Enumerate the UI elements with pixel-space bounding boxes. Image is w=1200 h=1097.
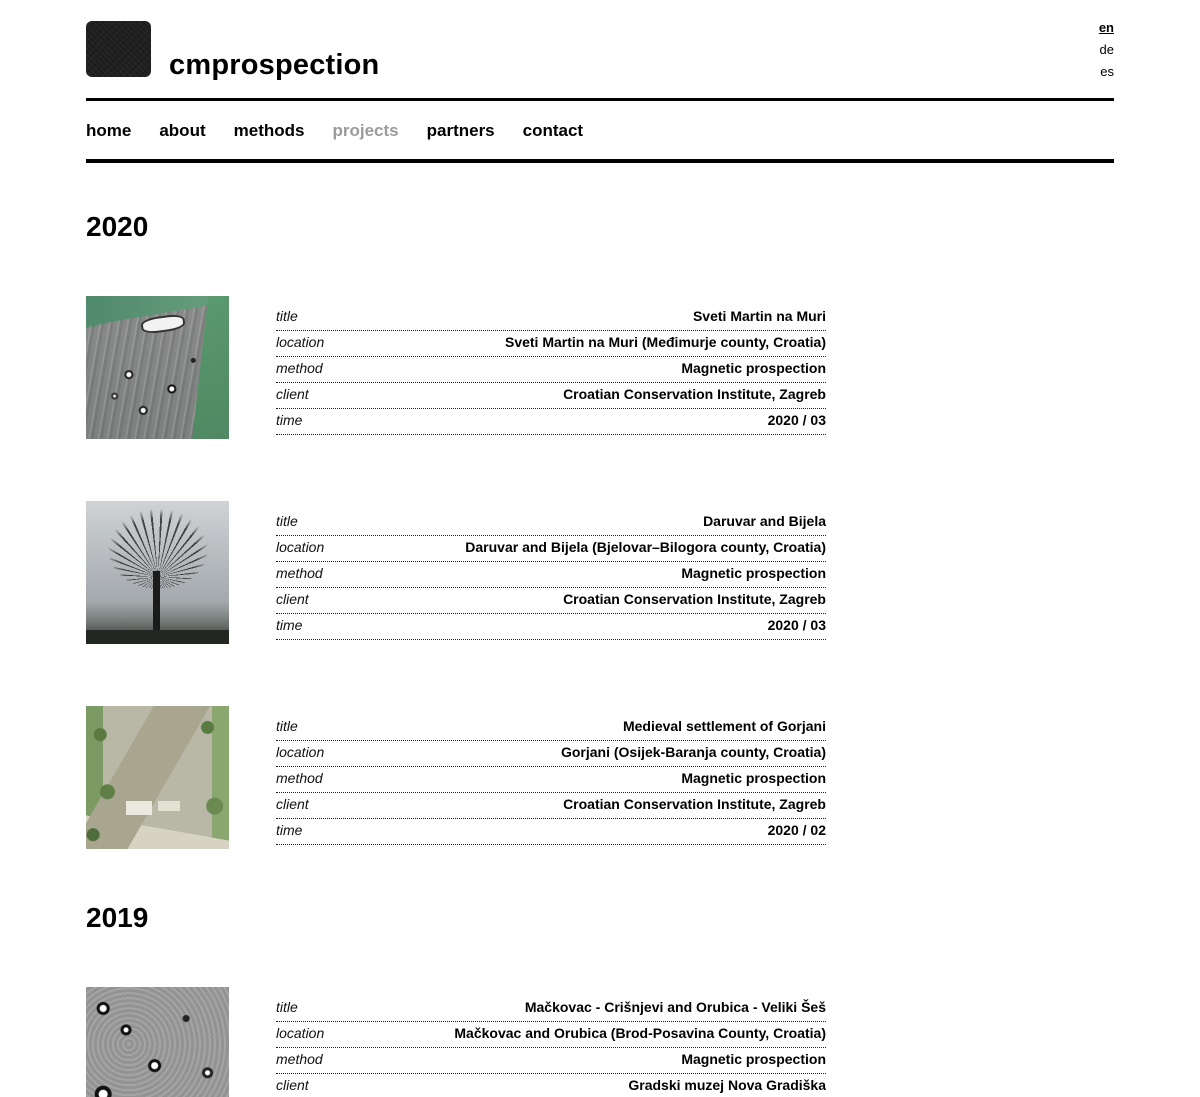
value-client: Croatian Conservation Institute, Zagreb <box>563 796 826 812</box>
label-client: client <box>276 591 309 607</box>
project-item <box>86 501 826 645</box>
year-heading-2019: 2019 <box>86 902 149 933</box>
value-method: Magnetic prospection <box>681 770 826 786</box>
main-nav <box>86 119 611 143</box>
detail-row-time <box>276 409 826 435</box>
value-title: Sveti Martin na Muri <box>692 308 826 324</box>
label-method: method <box>276 565 323 581</box>
year-heading-2020: 2020 <box>86 211 149 242</box>
nav-methods[interactable]: methods <box>233 121 305 140</box>
label-location: location <box>276 1025 325 1041</box>
nav-contact[interactable]: contact <box>522 121 584 140</box>
nav-divider <box>86 159 1114 163</box>
detail-row-time <box>276 819 826 845</box>
label-title: title <box>276 308 298 324</box>
label-client: client <box>276 386 309 402</box>
value-location: Daruvar and Bijela (Bjelovar–Bilogora county, Croatia) <box>465 539 826 555</box>
detail-row-time <box>276 614 826 640</box>
value-method: Magnetic prospection <box>681 1051 826 1067</box>
detail-row-client <box>276 793 826 819</box>
label-method: method <box>276 1051 323 1067</box>
detail-row-client <box>276 383 826 409</box>
label-method: method <box>276 360 323 376</box>
detail-row-title <box>276 715 826 741</box>
project-details <box>276 996 826 1097</box>
label-title: title <box>276 718 298 734</box>
detail-row-title <box>276 996 826 1022</box>
detail-row-method <box>276 562 826 588</box>
detail-row-location <box>276 536 826 562</box>
detail-row-location <box>276 741 826 767</box>
value-time: 2020 / 03 <box>767 617 826 633</box>
detail-row-title <box>276 510 826 536</box>
label-location: location <box>276 334 325 350</box>
value-time: 2020 / 03 <box>767 412 826 428</box>
value-method: Magnetic prospection <box>681 565 826 581</box>
label-client: client <box>276 796 309 812</box>
label-title: title <box>276 999 298 1015</box>
value-title: Daruvar and Bijela <box>703 513 826 529</box>
value-location: Gorjani (Osijek-Baranja county, Croatia) <box>560 744 826 760</box>
nav-partners[interactable]: partners <box>426 121 495 140</box>
project-item <box>86 706 826 850</box>
nav-home[interactable]: home <box>86 121 132 140</box>
value-client: Croatian Conservation Institute, Zagreb <box>563 386 826 402</box>
language-es[interactable]: es <box>1100 64 1114 79</box>
value-client: Croatian Conservation Institute, Zagreb <box>563 591 826 607</box>
detail-row-title <box>276 305 826 331</box>
label-location: location <box>276 744 325 760</box>
value-location: Mačkovac and Orubica (Brod-Posavina County, Croatia) <box>454 1025 826 1041</box>
project-item <box>86 296 826 440</box>
label-client: client <box>276 1077 309 1093</box>
project-details <box>276 305 826 435</box>
project-thumbnail[interactable] <box>86 706 229 849</box>
detail-row-method <box>276 1048 826 1074</box>
value-client: Gradski muzej Nova Gradiška <box>628 1077 826 1093</box>
label-location: location <box>276 539 325 555</box>
label-time: time <box>276 822 303 838</box>
site-title[interactable]: cmprospection <box>169 49 380 81</box>
project-thumbnail[interactable] <box>86 987 229 1097</box>
project-thumbnail[interactable] <box>86 501 229 644</box>
detail-row-location <box>276 331 826 357</box>
detail-row-method <box>276 357 826 383</box>
nav-projects[interactable]: projects <box>332 121 399 140</box>
detail-row-method <box>276 767 826 793</box>
language-de[interactable]: de <box>1099 42 1114 57</box>
label-time: time <box>276 617 303 633</box>
value-method: Magnetic prospection <box>681 360 826 376</box>
language-en[interactable]: en <box>1098 20 1114 35</box>
label-time: time <box>276 412 303 428</box>
project-details <box>276 715 826 845</box>
project-item <box>86 987 826 1097</box>
detail-row-client <box>276 588 826 614</box>
nav-about[interactable]: about <box>159 121 206 140</box>
detail-row-location <box>276 1022 826 1048</box>
project-details <box>276 510 826 640</box>
header-divider <box>86 98 1114 101</box>
value-time: 2020 / 02 <box>767 822 826 838</box>
detail-row-client <box>276 1074 826 1097</box>
label-method: method <box>276 770 323 786</box>
language-switcher <box>1099 17 1114 83</box>
value-title: Mačkovac - Crišnjevi and Orubica - Veliki Šeš <box>524 999 826 1015</box>
label-title: title <box>276 513 298 529</box>
value-location: Sveti Martin na Muri (Međimurje county, Croatia) <box>504 334 826 350</box>
value-title: Medieval settlement of Gorjani <box>622 718 826 734</box>
logo[interactable] <box>86 21 151 77</box>
project-thumbnail[interactable] <box>86 296 229 439</box>
